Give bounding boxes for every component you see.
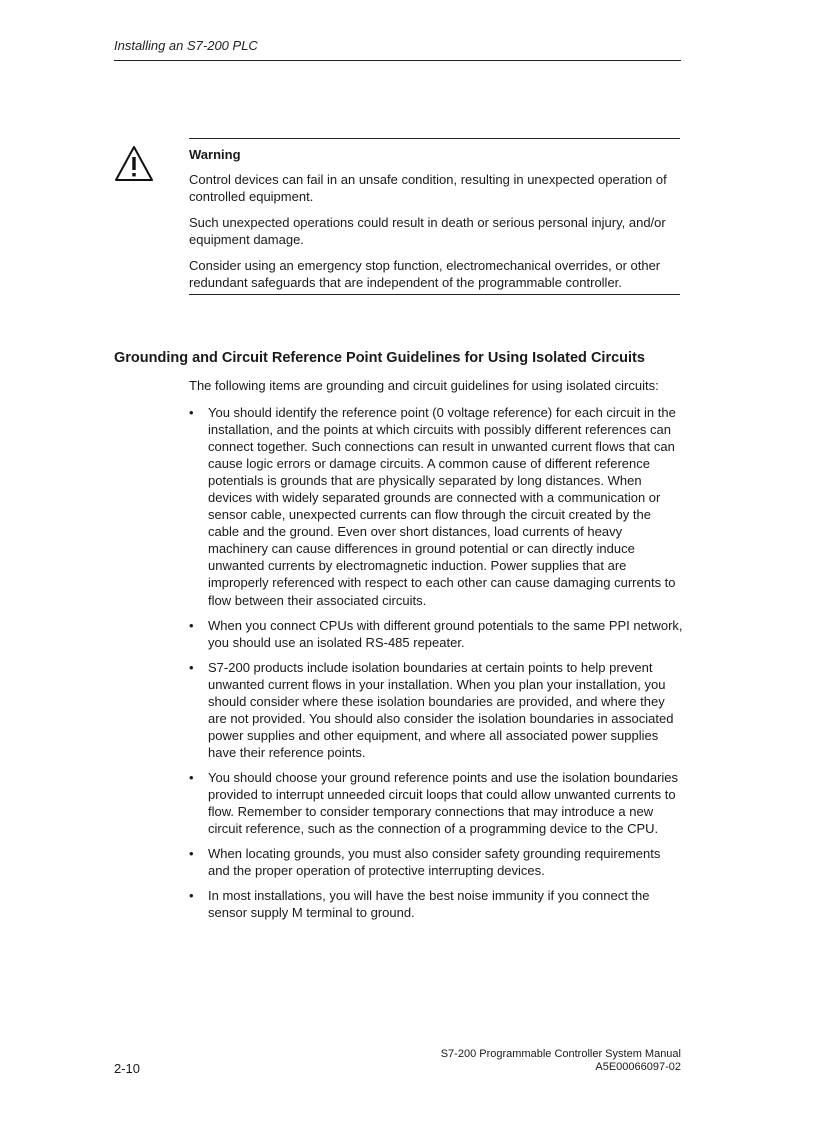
- list-item: [189, 404, 684, 609]
- document-number: A5E00066097-02: [595, 1061, 681, 1073]
- bullet-glyph: •: [189, 769, 194, 785]
- list-item: [189, 845, 684, 879]
- list-item: [189, 617, 684, 651]
- running-header-title: Installing an S7-200 PLC: [114, 38, 258, 53]
- section-intro: The following items are grounding and circuit guidelines for using isolated circuits:: [189, 378, 659, 393]
- warning-paragraph: Control devices can fail in an unsafe condition, resulting in unexpected operation of controlled equipment.: [189, 172, 667, 204]
- list-item: [189, 659, 684, 761]
- bullet-glyph: •: [189, 405, 194, 420]
- list-item-text: In most installations, you will have the best noise immunity if you connect the sensor supply M terminal to ground.: [208, 888, 650, 921]
- list-item: [189, 887, 684, 921]
- list-item-text: You should choose your ground reference points and use the isolation boundaries provided to interrupt unneeded circuit loops that could allow unwanted currents to flow. Remember to consider temporary connections that may introduce a new circuit reference, such as the connection of a programming device to the CPU.: [208, 769, 679, 837]
- warning-paragraph: Such unexpected operations could result in death or serious personal injury, and/or equipment damage.: [189, 215, 666, 247]
- footer-manual-info: [441, 1048, 681, 1074]
- bullet-glyph: •: [189, 659, 194, 675]
- page-number: 2-10: [114, 1061, 141, 1076]
- warning-box: [189, 138, 680, 295]
- list-item: [189, 769, 684, 837]
- warning-paragraph: Consider using an emergency stop function, electromechanical overrides, or other redundant safeguards that are independent of the programmable controller.: [189, 258, 661, 290]
- bullet-glyph: •: [189, 617, 194, 633]
- header-rule: [114, 60, 681, 61]
- bullet-glyph: •: [189, 846, 194, 862]
- bullet-glyph: •: [189, 888, 194, 904]
- list-item-text: S7-200 products include isolation boundaries at certain points to help prevent unwanted current flows in your installation. When you plan your installation, you should consider where these isolation boundaries are provided, and where they are not provided. You should also consider the isolation boundaries in associated power supplies and other equipment, and where all associated power supplies have their reference points.: [208, 659, 674, 760]
- list-item-text: When locating grounds, you must also consider safety grounding requirements and the proper operation of protective interrupting devices.: [208, 846, 661, 879]
- list-item-text: You should identify the reference point (0 voltage reference) for each circuit in the installation, and the points at which circuits with possibly different references can connect together. Such connections can result in unwanted current flows that can cause logic errors or damage circuits. A common cause of different reference potentials is grounds that are physically separated by long distances. When devices with widely separated grounds are connected with a communication or sensor cable, unexpected currents can flow through the circuit created by the cable and the ground. Even over short distances, load currents of heavy machinery can cause differences in ground potential or can directly induce unwanted currents by electromagnetic induction. Power supplies that are improperly referenced with respect to each other can cause damaging currents to flow between their associated circuits.: [208, 405, 676, 608]
- warning-title: Warning: [189, 147, 241, 162]
- list-item-text: When you connect CPUs with different ground potentials to the same PPI network, you should use an isolated RS-485 repeater.: [208, 617, 683, 650]
- warning-triangle-icon: [114, 145, 154, 183]
- guideline-list: [189, 404, 684, 929]
- manual-title: S7-200 Programmable Controller System Manual: [440, 1048, 681, 1060]
- section-title: Grounding and Circuit Reference Point Guidelines for Using Isolated Circuits: [114, 350, 645, 366]
